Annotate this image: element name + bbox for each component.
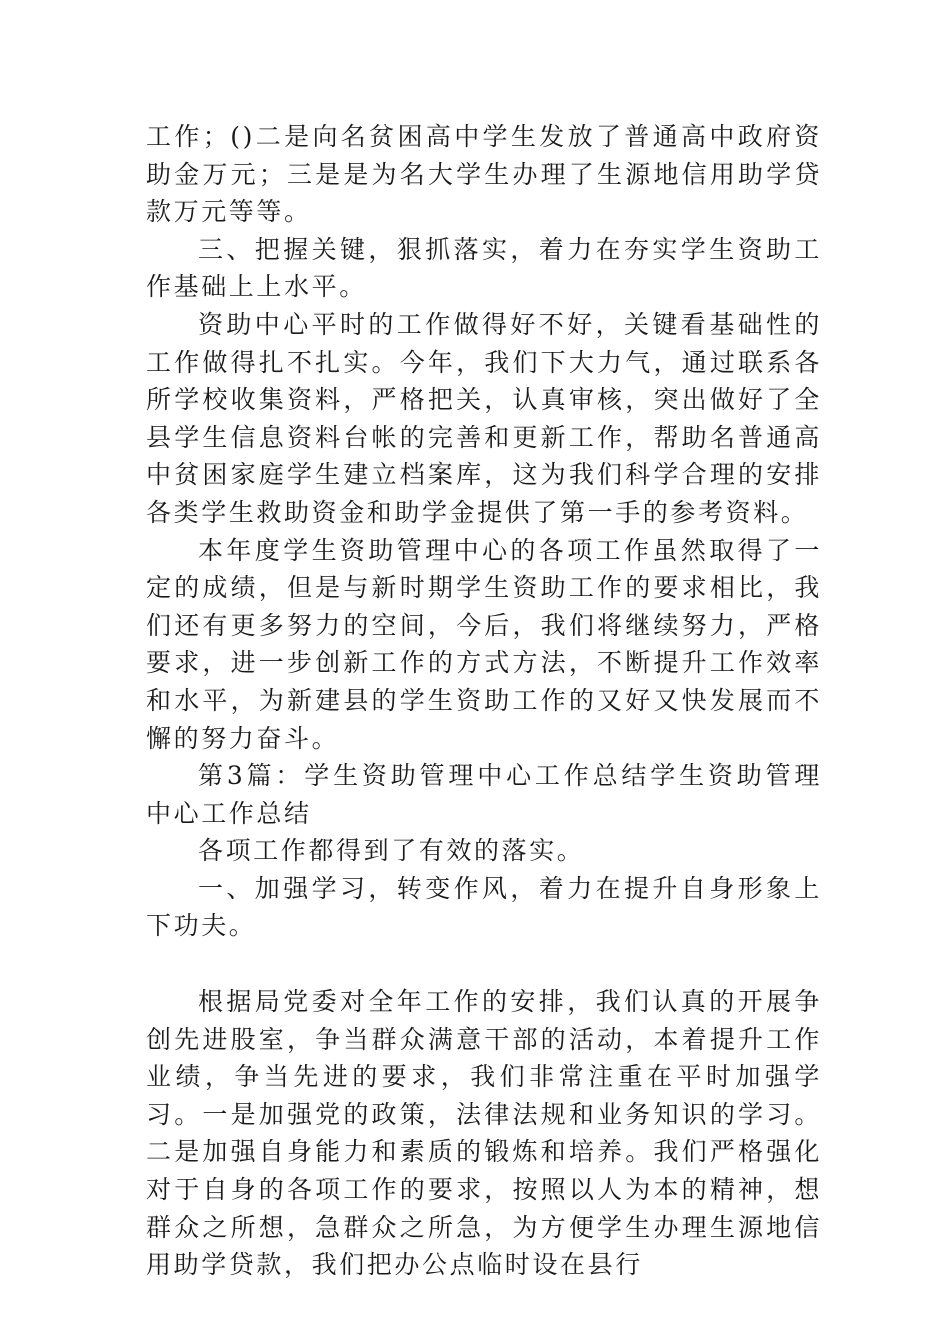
section-heading-3: 三、把握关键，狠抓落实，着力在夯实学生资助工作基础上上水平。 — [146, 234, 822, 302]
section-heading-1: 一、加强学习，转变作风，着力在提升自身形象上下功夫。 — [146, 873, 822, 941]
paragraph-continuation: 工作；()二是向名贫困高中学生发放了普通高中政府资助金万元；三是是为名大学生办理了生源地信用助学贷款万元等等。 — [146, 122, 822, 227]
paragraph-body: 根据局党委对全年工作的安排，我们认真的开展争创先进股室，争当群众满意干部的活动，本着提升工作业绩，争当先进的要求，我们非常注重在平时加强学习。一是加强党的政策，法律法规和业务知识的学习。二是加强自身能力和素质的锻炼和培养。我们严格强化对于自身的各项工作的要求，按照以人为本的精神，想群众之所想，急群众之所急，为方便学生办理生源地信用助学贷款，我们把办公点临时设在县行 — [146, 987, 822, 1280]
paragraph-body: 资助中心平时的工作做得好不好，关键看基础性的工作做得扎不扎实。今年，我们下大力气，通过联系各所学校收集资料，严格把关，认真审核，突出做好了全县学生信息资料台帐的完善和更新工作，帮助名普通高中贫困家庭学生建立档案库，这为我们科学合理的安排各类学生救助资金和助学金提供了第一手的参考资料。 — [146, 309, 822, 527]
paragraph-body: 各项工作都得到了有效的落实。 — [198, 836, 585, 866]
document-body — [146, 118, 822, 1284]
article-title: 第3篇：学生资助管理中心工作总结学生资助管理中心工作总结 — [146, 761, 822, 828]
paragraph-body: 本年度学生资助管理中心的各项工作虽然取得了一定的成绩，但是与新时期学生资助工作的要求相比，我们还有更多努力的空间，今后，我们将继续努力，严格要求，进一步创新工作的方式方法，不断提升工作效率和水平，为新建县的学生资助工作的又好又快发展而不懈的努力奋斗。 — [146, 535, 822, 753]
